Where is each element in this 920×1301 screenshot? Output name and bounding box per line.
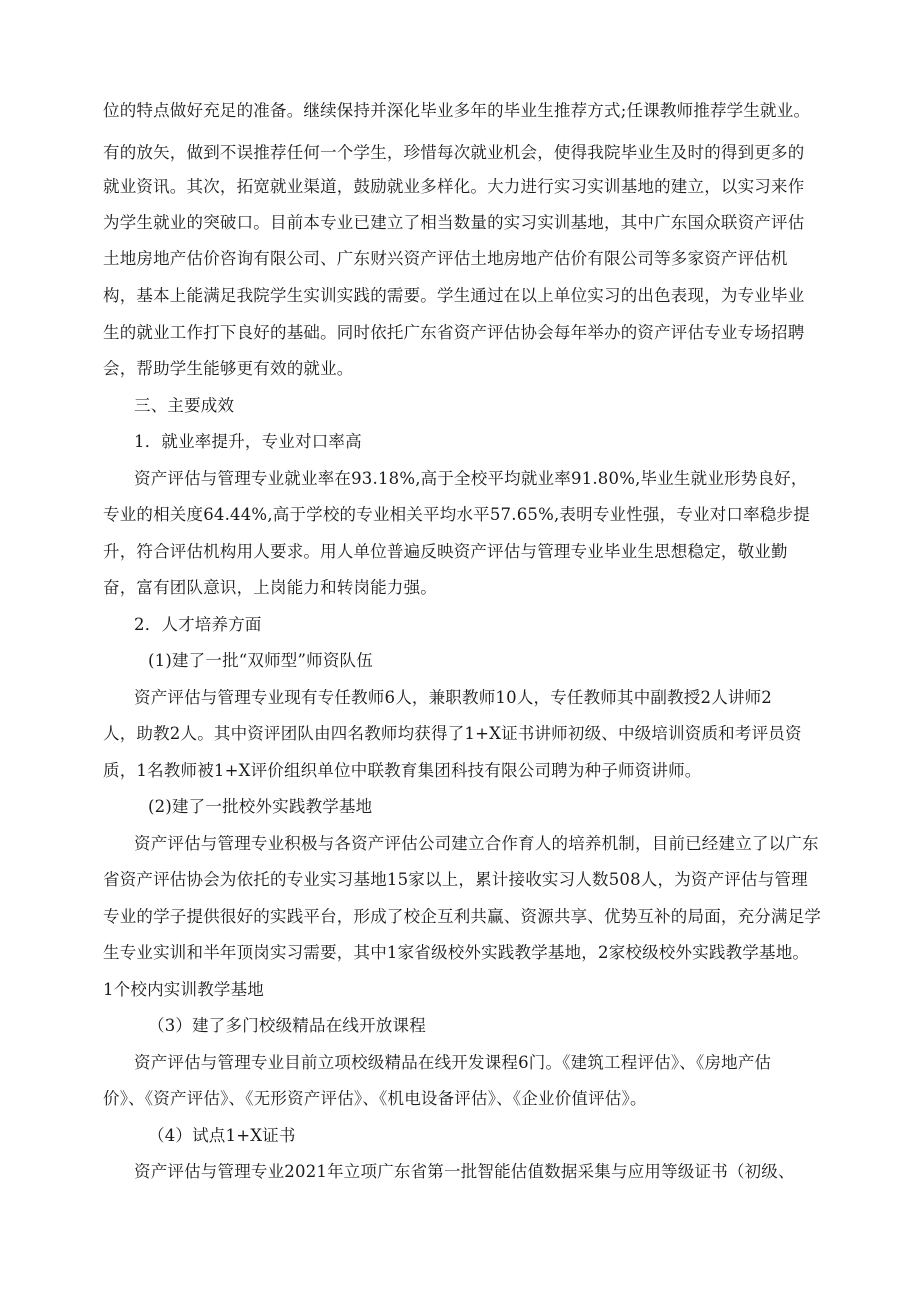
paragraph-line: 专业的相关度64.44%,高于学校的专业相关平均水平57.65%,表明专业性强，专业对口率稳步提	[103, 505, 810, 524]
paragraph-line: 资产评估与管理专业积极与各资产评估公司建立合作育人的培养机制，目前已经建立了以广东	[134, 834, 819, 853]
paragraph-line: 为学生就业的突破口。目前本专业已建立了相当数量的实习实训基地，其中广东国众联资产评估	[103, 213, 805, 232]
paragraph-line: 有的放矢，做到不误推荐任何一个学生，珍惜每次就业机会，使得我院毕业生及时的得到更多的	[103, 143, 805, 162]
subsubsection-heading: (2)建了一批校外实践教学基地	[148, 797, 373, 816]
paragraph-line: 土地房地产估价咨询有限公司、广东财兴资产评估土地房地产估价有限公司等多家资产评估机	[103, 249, 788, 268]
paragraph-line: 人，助教2人。其中资评团队由四名教师均获得了1+X证书讲师初级、中级培训资质和考评员资	[103, 724, 802, 743]
paragraph-line: 生专业实训和半年顶岗实习需要，其中1家省级校外实践教学基地，2家校级校外实践教学基地。	[103, 943, 810, 962]
paragraph-line: 价》、《资产评估》、《无形资产评估》、《机电设备评估》、《企业价值评估》。	[103, 1089, 647, 1108]
paragraph-line: 专业的学子提供很好的实践平台，形成了校企互利共赢、资源共享、优势互补的局面，充分满足学	[103, 907, 822, 926]
subsection-heading: 2．人才培养方面	[134, 615, 262, 634]
subsubsection-heading: （4）试点1+X证书	[148, 1126, 296, 1145]
subsection-heading: 1．就业率提升，专业对口率高	[134, 432, 362, 451]
subsubsection-heading: （3）建了多门校级精品在线开放课程	[148, 1016, 426, 1035]
paragraph-line: 省资产评估协会为依托的专业实习基地15家以上，累计接收实习人数508人，为资产评估与管理	[103, 870, 808, 889]
paragraph-line: 生的就业工作打下良好的基础。同时依托广东省资产评估协会每年举办的资产评估专业专场招聘	[103, 323, 805, 342]
paragraph-line: 升，符合评估机构用人要求。用人单位普遍反映资产评估与管理专业毕业生思想稳定，敬业勤	[103, 542, 788, 561]
paragraph-line: 位的特点做好充足的准备。继续保持并深化毕业多年的毕业生推荐方式;任课教师推荐学生就业。	[103, 101, 811, 120]
paragraph-line: 质，1名教师被1+X评价组织单位中联教育集团科技有限公司聘为种子师资讲师。	[103, 761, 702, 780]
paragraph-line: 资产评估与管理专业现有专任教师6人，兼职教师10人，专任教师其中副教授2人讲师2	[134, 688, 772, 707]
subsubsection-heading: (1)建了一批“双师型”师资队伍	[148, 651, 373, 670]
paragraph-line: 1个校内实训教学基地	[103, 980, 264, 999]
paragraph-line: 构，基本上能满足我院学生实训实践的需要。学生通过在以上单位实习的出色表现，为专业毕业	[103, 286, 805, 305]
paragraph-line: 资产评估与管理专业目前立项校级精品在线开发课程6门。《建筑工程评估》、《房地产估	[134, 1053, 772, 1072]
paragraph-line: 会，帮助学生能够更有效的就业。	[103, 359, 354, 378]
paragraph-line: 资产评估与管理专业就业率在93.18%,高于全校平均就业率91.80%,毕业生就业形势良好，	[134, 469, 808, 488]
paragraph-line: 奋，富有团队意识，上岗能力和转岗能力强。	[103, 578, 437, 597]
section-heading: 三、主要成效	[134, 396, 235, 415]
paragraph-line: 就业资讯。其次，拓宽就业渠道，鼓励就业多样化。大力进行实习实训基地的建立，以实习来作	[103, 177, 805, 196]
paragraph-line: 资产评估与管理专业2021年立项广东省第一批智能估值数据采集与应用等级证书（初级、	[134, 1162, 795, 1181]
